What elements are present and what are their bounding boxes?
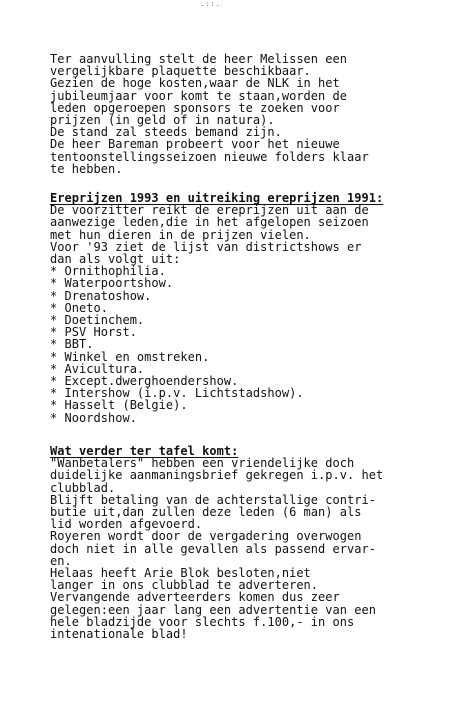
text-line: en. — [50, 553, 72, 568]
text-line: De voorzitter reikt de ereprijzen uit aan de — [50, 203, 369, 218]
section-heading: Wat verder ter tafel komt: — [50, 444, 239, 458]
text-line: Vervangende adverteerders komen dus zeer — [50, 590, 340, 605]
text-line: Royeren wordt door de vergadering overwogen — [50, 529, 362, 544]
text-line: Blijft betaling van de achterstallige contri- — [50, 492, 377, 507]
list-item: * BBT. — [50, 337, 94, 352]
text-line: Voor '93 ziet de lijst van districtshows er — [50, 239, 362, 254]
text-line: doch niet in alle gevallen als passend ervar- — [50, 541, 377, 556]
districtshow-list — [50, 265, 452, 424]
text-line: tentoonstellingsseizoen nieuwe folders klaar — [50, 149, 369, 164]
text-line: met hun dieren in de prijzen vielen. — [50, 227, 311, 242]
text-line: te hebben. — [50, 161, 123, 176]
text-line: De stand zal steeds bemand zijn. — [50, 125, 282, 140]
section-ereprijzen — [50, 192, 452, 424]
list-item: * Hasselt (Belgie). — [50, 398, 188, 413]
text-line: dan als volgt uit: — [50, 252, 181, 267]
text-line: duidelijke aanmaningsbrief gekregen i.p.v. het — [50, 468, 384, 483]
section-wat-verder — [50, 445, 452, 640]
list-item: * Waterpoortshow. — [50, 276, 174, 291]
text-line: lid worden afgevoerd. — [50, 517, 203, 532]
list-item: * Intershow (i.p.v. Lichtstadshow). — [50, 386, 304, 401]
page-header-mark: .::. — [200, 0, 221, 8]
text-line: gelegen:een jaar lang een advertentie van een — [50, 602, 377, 617]
text-line: Ter aanvulling stelt de heer Melissen een — [50, 52, 348, 66]
text-line: clubblad. — [50, 480, 116, 495]
text-line: Gezien de hoge kosten,waar de NLK in het — [50, 76, 340, 91]
text-line: aanwezige leden,die in het afgelopen seizoen — [50, 215, 369, 230]
section-heading: Ereprijzen 1993 en uitreiking ereprijzen 1991: — [50, 191, 384, 205]
list-item: * Doetinchem. — [50, 313, 145, 328]
list-item: * Drenatoshow. — [50, 288, 152, 303]
list-item: * PSV Horst. — [50, 325, 137, 340]
text-line: langer in ons clubblad te adverteren. — [50, 578, 319, 593]
list-item: * Except.dwerghoendershow. — [50, 374, 239, 389]
list-item: * Winkel en omstreken. — [50, 349, 210, 364]
text-line: vergelijkbare plaquette beschikbaar. — [50, 64, 311, 79]
text-line: jubileumjaar voor komt te staan,worden de — [50, 88, 348, 103]
paragraph-plaquette-sponsors — [50, 53, 452, 175]
text-line: butie uit,dan zullen deze leden (6 man) als — [50, 505, 362, 520]
list-item: * Noordshow. — [50, 410, 137, 425]
text-line: intenationale blad! — [50, 627, 188, 642]
text-line: leden opgeroepen sponsors te zoeken voor — [50, 100, 340, 115]
text-line: Helaas heeft Arie Blok besloten,niet — [50, 566, 311, 581]
text-line: prijzen (in geld of in natura). — [50, 113, 275, 128]
list-item: * Avicultura. — [50, 361, 145, 376]
list-item: * Oneto. — [50, 300, 108, 315]
text-line: De heer Bareman probeert voor het nieuwe — [50, 137, 340, 152]
list-item: * Ornithophilia. — [50, 264, 166, 279]
text-line: hele bladzijde voor slechts f.100,- in ons — [50, 614, 355, 629]
text-line: "Wanbetalers" hebben een vriendelijke doch — [50, 456, 355, 471]
